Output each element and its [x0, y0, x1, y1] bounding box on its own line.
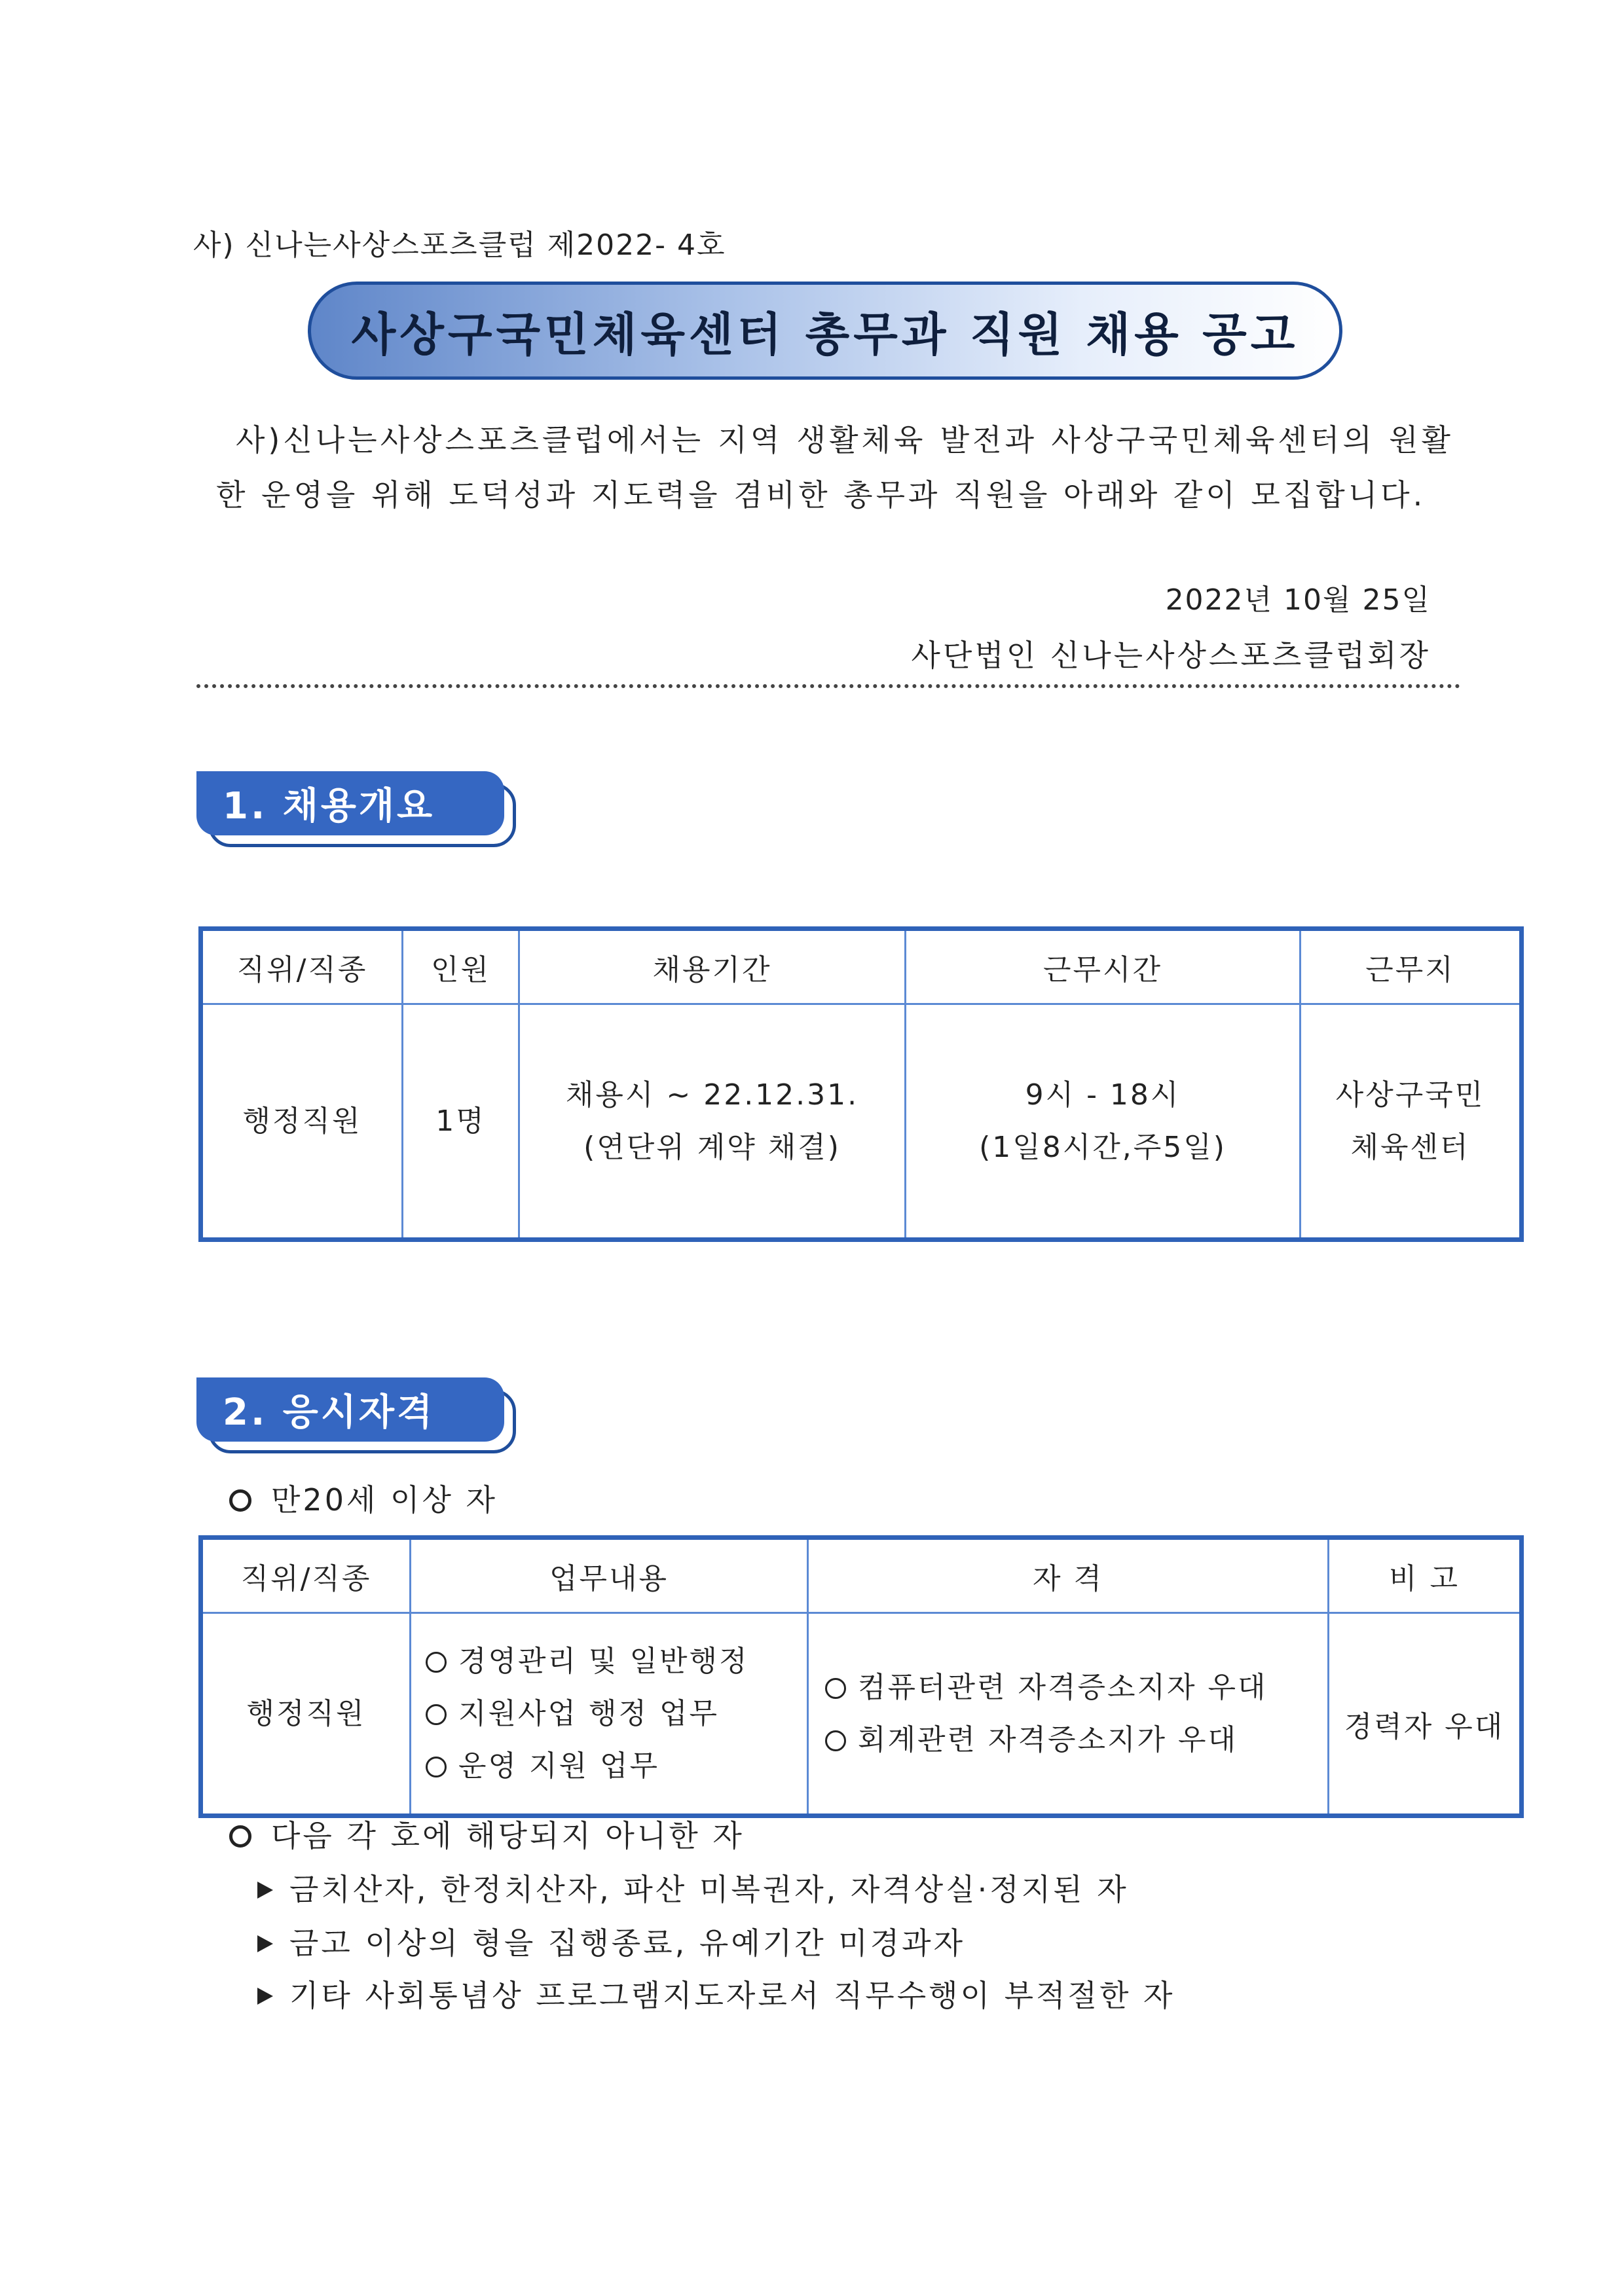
exclusion-item: 금고 이상의 형을 집행종료, 유예기간 미경과자 — [257, 1920, 965, 1963]
section-1-badge — [196, 771, 511, 842]
cell-period — [519, 1004, 906, 1240]
age-requirement — [229, 1476, 498, 1520]
place-line-1: 사상구국민 — [1335, 1078, 1485, 1112]
recruitment-overview-table — [198, 926, 1524, 1242]
circle-bullet-icon — [229, 1489, 251, 1512]
cell-position: 행정직원 — [201, 1004, 403, 1240]
announcement-date: 2022년 10월 25일 — [1165, 583, 1431, 617]
title-banner — [308, 282, 1342, 380]
section-2-title: 2. 응시자격 — [223, 1391, 435, 1434]
circle-bullet-icon — [426, 1652, 447, 1673]
age-requirement-text: 만20세 이상 자 — [271, 1482, 498, 1518]
cell-qualifications — [808, 1613, 1329, 1816]
cell-position: 행정직원 — [201, 1613, 411, 1816]
header-position: 직위/직종 — [201, 929, 403, 1004]
duty-item: 경영관리 및 일반행정 — [426, 1635, 807, 1688]
document-number: 사) 신나는사상스포츠클럽 제2022- 4호 — [193, 228, 726, 262]
exclusion-item: 기타 사회통념상 프로그램지도자로서 직무수행이 부적절한 자 — [257, 1972, 1175, 2015]
table-header-row — [201, 929, 1522, 1004]
header-hours: 근무시간 — [906, 929, 1301, 1004]
cell-count: 1명 — [403, 1004, 519, 1240]
qualification-table — [198, 1535, 1524, 1818]
circle-bullet-icon — [825, 1678, 846, 1699]
qualification-item: 컴퓨터관련 자격증소지자 우대 — [825, 1662, 1327, 1714]
circle-bullet-icon — [426, 1704, 447, 1725]
cell-note: 경력자 우대 — [1329, 1613, 1522, 1816]
header-note: 비 고 — [1329, 1538, 1522, 1613]
section-2-badge — [196, 1377, 511, 1448]
triangle-bullet-icon — [257, 1882, 273, 1899]
header-position: 직위/직종 — [201, 1538, 411, 1613]
badge-face — [196, 1377, 504, 1442]
cell-hours — [906, 1004, 1301, 1240]
triangle-bullet-icon — [257, 1988, 273, 2005]
cell-place — [1301, 1004, 1522, 1240]
intro-paragraph: 사)신나는사상스포츠클럽에서는 지역 생활체육 발전과 사상구국민체육센터의 원활한 운영을 위해 도덕성과 지도력을 겸비한 총무과 직원을 아래와 같이 모집합니다. — [216, 422, 1454, 513]
header-period: 채용기간 — [519, 929, 906, 1004]
section-1-title: 1. 채용개요 — [223, 785, 435, 828]
exclusion-item: 금치산자, 한정치산자, 파산 미복권자, 자격상실·정지된 자 — [257, 1866, 1129, 1909]
table-row — [201, 1613, 1522, 1816]
header-count: 인원 — [403, 929, 519, 1004]
place-line-2: 체육센터 — [1350, 1130, 1470, 1164]
circle-bullet-icon — [825, 1730, 846, 1751]
header-duties: 업무내용 — [411, 1538, 808, 1613]
table-row — [201, 1004, 1522, 1240]
exclusion-heading — [229, 1812, 745, 1855]
duty-item: 지원사업 행정 업무 — [426, 1688, 807, 1740]
dotted-divider — [196, 684, 1460, 688]
circle-bullet-icon — [426, 1757, 447, 1777]
period-line-1: 채용시 ~ 22.12.31. — [565, 1078, 859, 1112]
page-title: 사상구국민체육센터 총무과 직원 채용 공고 — [351, 307, 1299, 361]
signer: 사단법인 신나는사상스포츠클럽회장 — [911, 638, 1431, 673]
qualification-item: 회계관련 자격증소지가 우대 — [825, 1714, 1327, 1766]
header-qualification: 자 격 — [808, 1538, 1329, 1613]
table-header-row — [201, 1538, 1522, 1613]
duty-item: 운영 지원 업무 — [426, 1740, 807, 1793]
circle-bullet-icon — [229, 1825, 251, 1848]
badge-face — [196, 771, 504, 835]
triangle-bullet-icon — [257, 1935, 273, 1952]
hours-line-1: 9시 - 18시 — [1025, 1078, 1181, 1112]
hours-line-2: (1일8시간,주5일) — [979, 1130, 1227, 1164]
period-line-2: (연단위 계약 채결) — [583, 1130, 841, 1164]
exclusion-heading-text: 다음 각 호에 해당되지 아니한 자 — [271, 1818, 745, 1853]
header-place: 근무지 — [1301, 929, 1522, 1004]
cell-duties — [411, 1613, 808, 1816]
